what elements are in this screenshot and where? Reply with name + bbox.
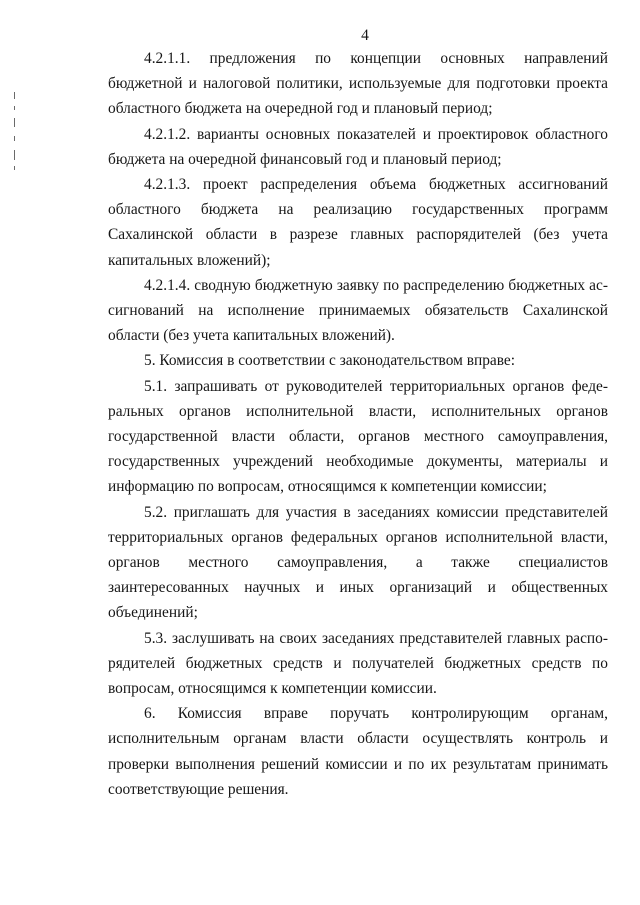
paragraph-6: 6. Комиссия вправе поручать контролирующим органам, исполнительным органам власти области осуществлять контроль и проверки выполнения решений комиссии и по их результатам принимать соответствующие решения. <box>108 705 608 798</box>
paragraph-5-3: 5.3. заслушивать на своих заседаниях представителей главных распорядителей бюджетных средств и получателей бюджетных средств по вопросам, относящимся к компетенции комиссии. <box>108 629 608 698</box>
paragraph-5-1: 5.1. запрашивать от руководителей территориальных органов федеральных органов исполнительной власти, исполнительных органов государственной власти области, органов местного самоуправления, государственных учреждений необходимые документы, материалы и информацию по вопросам, относящимся к компетенции комиссии; <box>108 377 608 496</box>
scan-margin-marks <box>14 92 17 172</box>
document-body <box>108 46 608 802</box>
paragraph-4-2-1-1: 4.2.1.1. предложения по концепции основных направлений бюджетной и налоговой политики, используемые для подготовки проекта областного бюджета на очередной год и плановый период; <box>108 50 608 118</box>
paragraph-5: 5. Комиссия в соответствии с законодательством вправе: <box>144 352 516 370</box>
paragraph-5-2: 5.2. приглашать для участия в заседаниях комиссии представителей территориальных органов федеральных органов исполнительной власти, органов местного самоуправления, а также специалистов заинтересованных научных и иных организаций и общественных объединений; <box>108 503 608 622</box>
paragraph-4-2-1-3: 4.2.1.3. проект распределения объема бюджетных ассигнований областного бюджета на реализацию государственных программ Сахалинской области в разрезе главных распорядителей (без учета капитальных вложений); <box>108 176 608 269</box>
paragraph-4-2-1-2: 4.2.1.2. варианты основных показателей и проектировок областного бюджета на очередной финансовый год и плановый период; <box>108 125 608 168</box>
paragraph-4-2-1-4: 4.2.1.4. сводную бюджетную заявку по распределению бюджетных ассигнований на исполнение принимаемых обязательств Сахалинской области (без учета капитальных вложений). <box>108 276 608 345</box>
page-number: 4 <box>361 27 369 44</box>
